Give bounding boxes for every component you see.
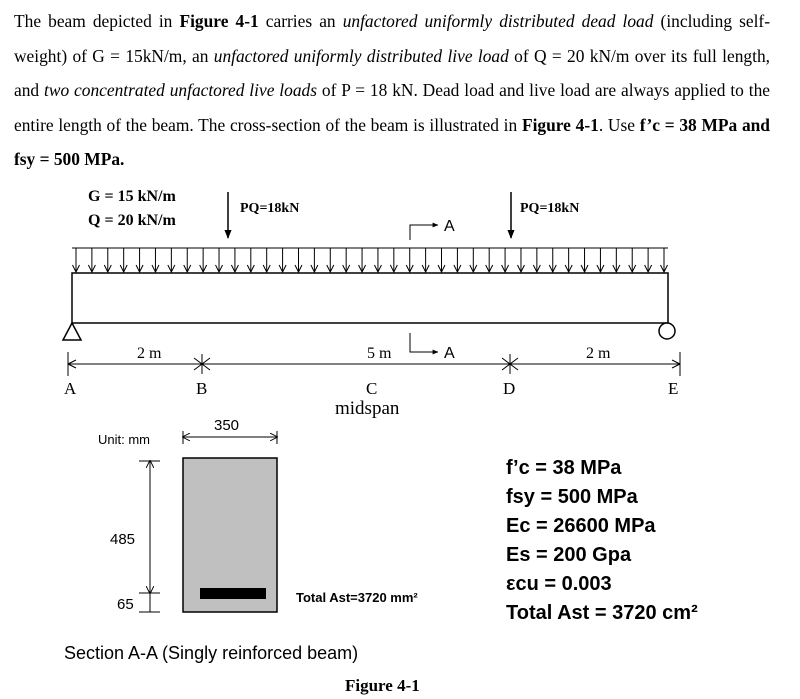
dead-load-label: G = 15 kN/m	[88, 188, 176, 205]
point-A-label: A	[64, 379, 77, 398]
reinforcement-bar	[200, 588, 266, 599]
point-load-label: PQ=18kN	[240, 201, 300, 216]
dimension-AB: 2 m	[137, 345, 162, 362]
unit-label: Unit: mm	[98, 432, 150, 447]
dead-load-phrase: unfactored uniformly distributed dead load	[342, 11, 654, 31]
property-Es: Es = 200 Gpa	[506, 544, 632, 566]
live-load-label: Q = 20 kN/m	[88, 212, 176, 229]
width-dimension-label: 350	[214, 417, 240, 434]
figure-caption: Figure 4-1	[345, 676, 420, 695]
pin-support	[63, 323, 81, 340]
property-fsy: fsy = 500 MPa	[506, 486, 638, 508]
text-run: carries an	[258, 11, 343, 31]
section-cut-top-arrow	[410, 225, 438, 240]
text-run: of Q = 20 kN/m over its full length, and	[14, 45, 771, 101]
section-title: Section A-A (Singly reinforced beam)	[64, 643, 359, 663]
point-B-label: B	[196, 379, 208, 398]
property-Ast: Total Ast = 3720 cm²	[506, 602, 698, 624]
point-C-label: C	[366, 379, 378, 398]
point-load-label: PQ=18kN	[520, 201, 580, 216]
dimension-BD: 5 m	[367, 345, 392, 362]
live-load-phrase: unfactored uniformly distributed live load	[213, 45, 509, 66]
point-load-phrase: two concentrated unfactored live loads	[44, 80, 317, 101]
text-run: of P = 18 kN. Dead load and live load are always applied to the entire length of the beam. The cross-section of the beam is illustrated in	[14, 80, 770, 135]
point-E-label: E	[668, 379, 679, 398]
property-fc: f’c = 38 MPa	[506, 457, 622, 479]
text-run: (including self-weight) of G = 15kN/m, an	[14, 11, 771, 66]
midspan-label: midspan	[335, 398, 400, 419]
text-run: The beam depicted in	[14, 11, 180, 31]
cover-dimension-label: 65	[117, 596, 134, 613]
property-ecu: εcu = 0.003	[506, 573, 612, 595]
section-cut-bottom-arrow	[410, 333, 438, 352]
point-D-label: D	[503, 379, 516, 398]
figure-reference: Figure 4-1	[521, 114, 599, 135]
beam-body	[72, 273, 668, 323]
material-strengths: f’c = 38 MPa and fsy = 500 MPa.	[14, 114, 770, 170]
roller-support	[659, 323, 675, 339]
figure-reference: Figure 4-1	[179, 11, 259, 31]
distributed-load-arrows	[73, 248, 668, 272]
dimension-DE: 2 m	[586, 345, 611, 362]
section-cut-label: A	[444, 345, 455, 362]
section-cut-label: A	[444, 218, 455, 235]
property-Ec: Ec = 26600 MPa	[506, 515, 656, 537]
steel-area-label: Total Ast=3720 mm²	[296, 590, 418, 605]
text-run: . Use	[598, 114, 640, 135]
depth-dimension-label: 485	[110, 531, 136, 548]
